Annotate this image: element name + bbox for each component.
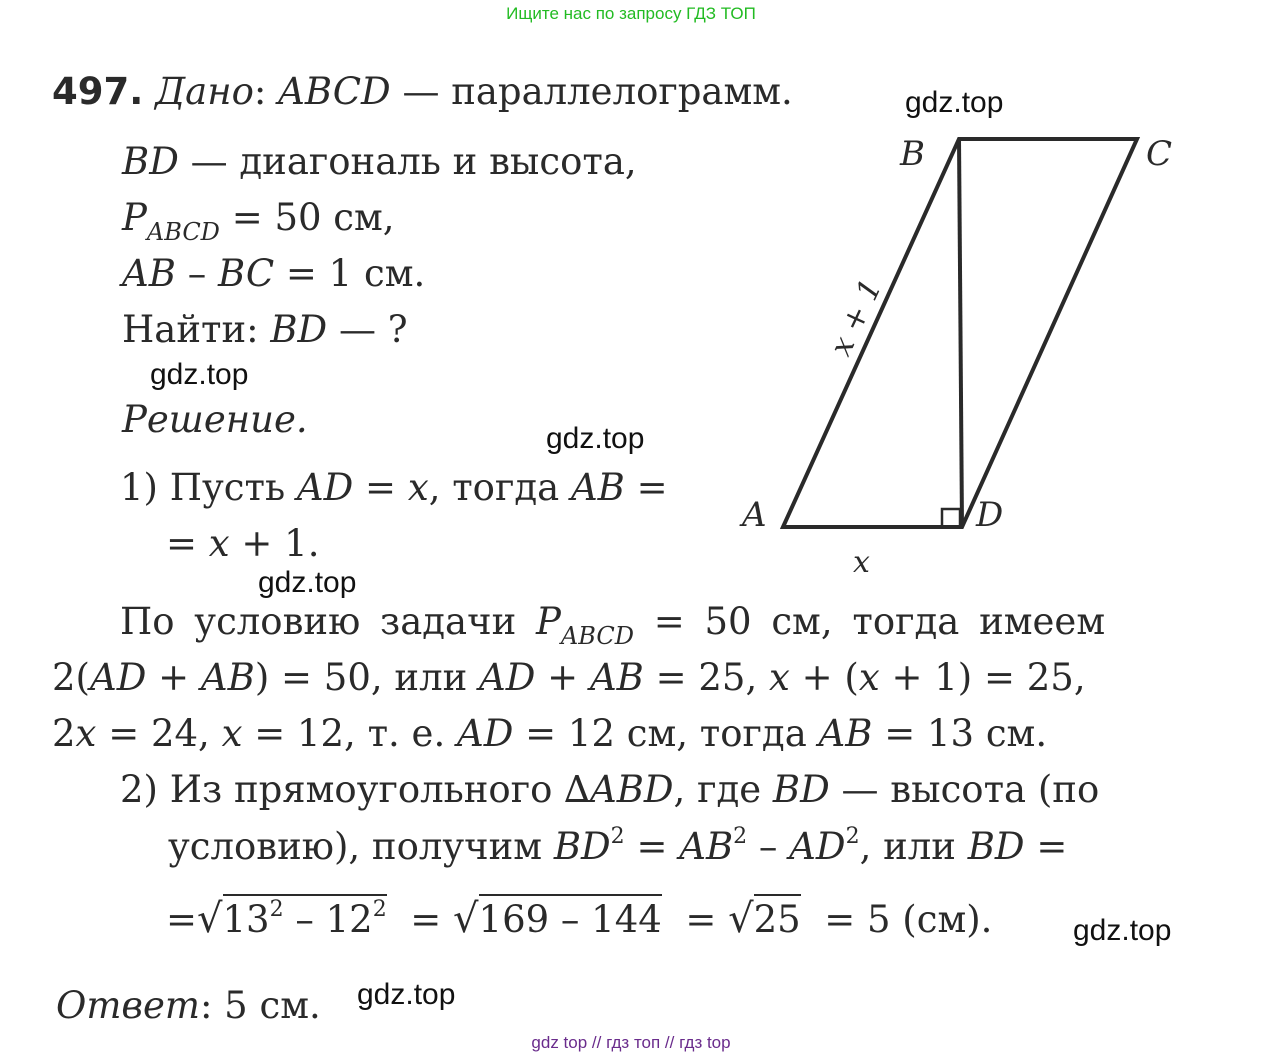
bd-label: BD [122,140,179,183]
eq-text: ) = 50, или [254,656,468,699]
step1-text: 1) Пусть [120,466,286,509]
x-var: x [208,522,230,565]
condition-text: По условию задачи [120,600,517,643]
abd-label: ABD [589,768,674,811]
ad-label: AD [789,825,846,868]
x-var: x [75,712,97,755]
ad-label: AD [296,466,354,509]
x-var: x [858,656,880,699]
then-text: , тогда [428,466,560,509]
eq-text: 2( [52,656,90,699]
minus-sign: – [187,252,207,295]
square-exponent: 2 [845,824,860,849]
side-ab-label: x + 1 [823,273,890,362]
condition-text-2: = 50 см, тогда имеем [653,600,1106,643]
step2-text: 2) Из прямоугольного ∆ [120,768,590,811]
ab-label: AB [679,825,734,868]
diagonal-bd [959,139,962,527]
watermark: gdz.top [905,86,1004,119]
ab-label: AB [200,656,255,699]
watermark: gdz.top [258,566,357,599]
answer-value: : 5 см. [199,984,321,1027]
step2-text: , или [859,825,956,868]
equals-sign: = [636,825,668,868]
radicand-2: 169 – 144 [479,894,662,941]
plus-one-text: + 1. [241,522,320,565]
x-var: x [221,712,243,755]
right-angle-mark [942,509,960,527]
step2-text: — высота (по [841,768,1100,811]
vertex-c-label: C [1146,134,1173,174]
sqrt-symbol: √ [197,896,223,942]
ad-label: AD [457,712,514,755]
sqrt-symbol: √ [453,896,479,942]
minus-sign: – [758,825,778,868]
equals-sign: = [365,466,397,509]
radicand-term: – 12 [295,898,373,941]
sqrt-symbol: √ [728,896,754,942]
footer-links[interactable]: gdz top // гдз топ // гдз top [531,1033,731,1052]
equals-sign: = [166,898,198,941]
eq-text: + ( [801,656,859,699]
watermark: gdz.top [1073,914,1172,947]
difference-value: = 1 см. [285,252,426,295]
equals-sign: = [1036,825,1068,868]
square-exponent: 2 [610,824,625,849]
plus-sign: + [547,656,579,699]
problem-number: 497. [52,70,144,113]
ab-label: AB [589,656,644,699]
vertex-b-label: B [900,134,925,174]
diagonal-text: — диагональ и высота, [190,140,637,183]
equals-sign: = [166,522,198,565]
search-banner: Ищите нас по запросу ГДЗ ТОП [506,4,756,23]
side-ad-label: x [853,545,870,580]
bd-label: BD [772,768,830,811]
bd-label: BD [553,825,611,868]
eq-text: + 1) = 25, [891,656,1086,699]
perimeter-symbol: P [536,600,561,643]
eq-text: = 25, [655,656,758,699]
eq-text: = 24, [108,712,210,755]
square-exponent: 2 [269,897,284,922]
square-exponent: 2 [733,824,748,849]
result-text: = 5 (см). [824,898,993,941]
ab-label: AB [818,712,873,755]
perimeter-value: = 50 см, [231,196,395,239]
given-text: — параллелограмм. [402,70,793,113]
ab-label: AB [122,252,176,295]
x-var: x [769,656,790,699]
find-text: — ? [338,308,408,351]
equals-sign: = [685,898,717,941]
eq-text: = 12 см, тогда [525,712,807,755]
answer-word: Ответ [56,984,200,1027]
square-exponent: 2 [372,897,387,922]
eq-text: 2 [52,712,76,755]
perimeter-symbol: P [122,196,147,239]
radicand-term: 13 [222,898,270,941]
equals-sign: = [636,466,668,509]
step2-text: условию), получим [168,825,543,868]
radicand-3: 25 [754,894,801,941]
equals-sign: = [410,898,442,941]
x-var: x [407,466,429,509]
watermark: gdz.top [546,422,645,455]
ad-label: AD [479,656,536,699]
watermark: gdz.top [357,978,456,1011]
vertex-a-label: A [742,495,767,535]
watermark: gdz.top [150,358,249,391]
bd-label: BD [967,825,1025,868]
vertex-d-label: D [976,495,1004,535]
plus-sign: + [158,656,190,699]
given-line: 497. Дано: ABCD — параллелограмм. [52,70,793,113]
find-bd: BD [270,308,328,351]
ab-label: AB [570,466,625,509]
given-word: Дано [155,70,254,113]
step2-text: , где [673,768,762,811]
bc-label: BC [217,252,275,295]
eq-text: = 12, т. е. [254,712,446,755]
perimeter-subscript: ABCD [146,218,220,246]
given-object: ABCD [278,70,391,113]
perimeter-subscript: ABCD [560,622,634,650]
find-word: Найти: [122,308,259,351]
ad-label: AD [89,656,147,699]
solution-word: Решение. [122,398,308,441]
eq-text: = 13 см. [884,712,1048,755]
